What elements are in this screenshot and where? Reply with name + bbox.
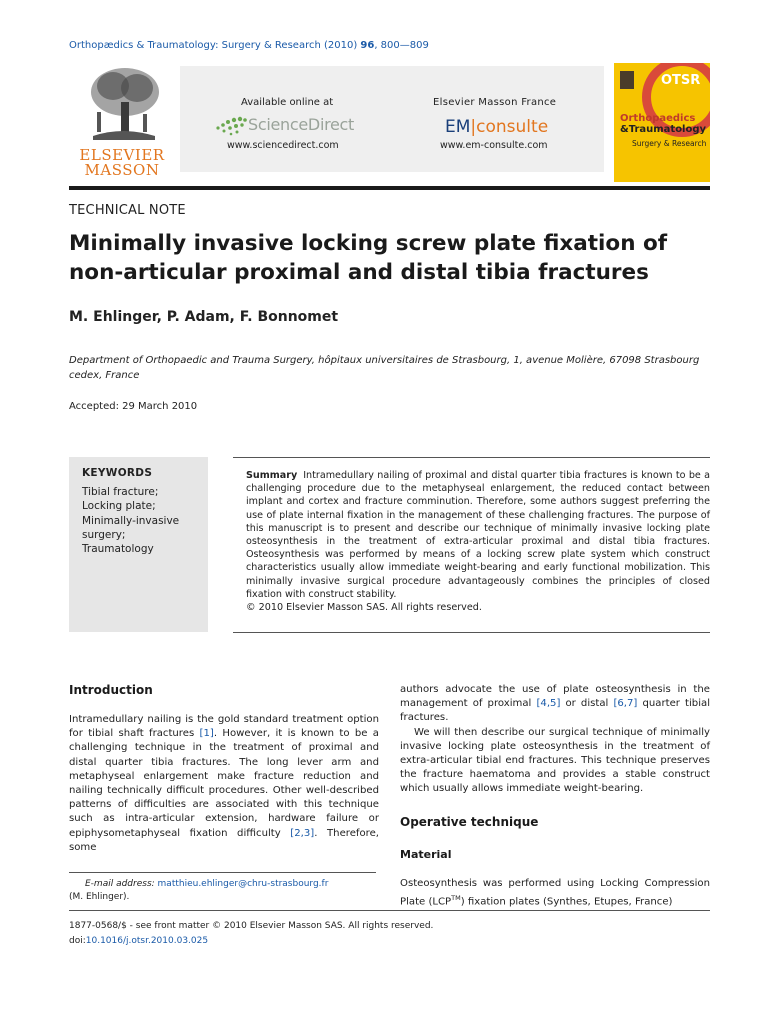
article-type: TECHNICAL NOTE [69, 203, 186, 218]
journal-volume: 96 [360, 40, 375, 51]
keyword-item: Locking plate; [82, 500, 156, 513]
email-footnote [69, 878, 379, 904]
cover-title-line1: Orthopaedics [620, 113, 696, 124]
intro-text-a: Intramedullary nailing is the gold standard treatment option for tibial shaft fractures [69, 714, 379, 740]
em-logo-em: EM [445, 117, 471, 137]
available-online-label: Available online at [241, 97, 334, 108]
summary-lead: Summary [246, 470, 298, 481]
keyword-item: Traumatology [82, 543, 154, 556]
intro-text-b: . However, it is known to be a challenging technique in the treatment of proximal and distal quarter tibia fractures. The long lever arm and metaphyseal enlargement make fracture reduction and nailing technically difficult procedures. Other well-described patterns of difficulties are associated with this technique such as intra-articular extension, hardware failure or epiphysometaphyseal fixation difficulty [69, 728, 379, 839]
right-paragraph-2: We will then describe our surgical technique of minimally invasive locking plate osteosynthesis in the treatment of extra-articular tibial end fractures. This technique preserves the fracture haematoma and provides a stable construct which usually allows immediate weight-bearing. [400, 726, 710, 795]
right-text-a: authors advocate the use of plate osteosynthesis in the management of proximal [400, 684, 710, 710]
cover-title-line3: Surgery & Research [632, 139, 707, 148]
operative-technique-heading: Operative technique [400, 815, 539, 829]
keywords-list [82, 485, 202, 556]
elsevier-word: ELSEVIER [79, 146, 165, 164]
right-text-c: quarter tibial fractures. [400, 698, 710, 724]
citation-link[interactable]: [6,7] [613, 698, 638, 710]
elsevier-tree-logo [83, 64, 163, 142]
sciencedirect-url[interactable]: www.sciencedirect.com [227, 140, 339, 151]
keyword-item: Minimally-invasive surgery; [82, 514, 180, 541]
summary-text: Intramedullary nailing of proximal and distal quarter tibia fractures is known to be a challenging procedure due to the metaphyseal enlargement, the reduced contact between implant and cortex and fracture comminution. Therefore, some authors suggest preferring the use of plate internal fixation in the management of these challenging fractures. The purpose of this manuscript is to present and describe our technique of minimally invasive locking plate osteosynthesis in the treatment of extra-articular proximal and distal tibia fractures. Osteosynthesis was performed by means of a locking screw plate system which construct characteristics usually allow immediate weight-bearing and early functional mobilization. This minimally invasive surgical procedure advantageously combines the principles of closed fixation with construct stability. [246, 470, 710, 600]
email-author-name: (M. Ehlinger). [69, 892, 130, 902]
em-consulte-logo: EM|consulte [445, 117, 549, 137]
email-label: E-mail address: [85, 879, 158, 889]
accepted-date: Accepted: 29 March 2010 [69, 401, 198, 412]
material-text-b: ) fixation plates (Synthes, Etupes, France) [460, 896, 673, 908]
article-title: Minimally invasive locking screw plate fixation of non-articular proximal and distal tibia fractures [69, 231, 668, 285]
citation-link[interactable]: [2,3] [290, 827, 315, 839]
intro-text-c: . Therefore, some [69, 827, 380, 853]
author-email-link[interactable]: matthieu.ehlinger@chru-strasbourg.fr [157, 879, 329, 889]
introduction-heading: Introduction [69, 683, 153, 697]
sciencedirect-logo-text: ScienceDirect [248, 115, 355, 134]
right-column-body [400, 683, 710, 797]
summary-top-rule [233, 457, 710, 458]
journal-name: Orthopædics & Traumatology: Surgery & Research (2010) [69, 40, 361, 51]
doi-label: doi: [69, 936, 86, 946]
material-text-a: Osteosynthesis was performed using Locking Compression Plate (LCP [400, 878, 710, 908]
em-label: Elsevier Masson France [433, 97, 557, 108]
footer-info [69, 919, 433, 949]
citation-link[interactable]: [1] [199, 728, 214, 740]
cover-otsr: OTSR [661, 73, 701, 88]
elsevier-masson-wordmark [70, 148, 174, 178]
journal-pages: , 800—809 [374, 40, 429, 51]
trademark-sup: TM [451, 894, 461, 903]
citation-link[interactable]: [4,5] [536, 698, 561, 710]
summary-block [246, 469, 710, 614]
doi-link[interactable]: 10.1016/j.otsr.2010.03.025 [85, 936, 209, 946]
em-logo-consulte: consulte [476, 117, 549, 137]
cover-publisher-icon [620, 71, 634, 89]
author-affiliation: Department of Orthopaedic and Trauma Surgery, hôpitaux universitaires de Strasbourg, 1, avenue Molière, 67098 Strasbourg cedex, France [69, 355, 700, 381]
header-divider [69, 186, 710, 190]
right-text-b: or distal [560, 698, 614, 710]
introduction-body [69, 713, 379, 855]
keywords-heading: KEYWORDS [82, 467, 153, 479]
issn-line: 1877-0568/$ - see front matter © 2010 Elsevier Masson SAS. All rights reserved. [69, 921, 434, 931]
em-consulte-url[interactable]: www.em-consulte.com [440, 140, 548, 151]
material-body [400, 877, 710, 910]
material-heading: Material [400, 848, 452, 861]
journal-cover-thumbnail [614, 63, 710, 182]
article-authors: M. Ehlinger, P. Adam, F. Bonnomet [69, 309, 339, 325]
sciencedirect-dots-icon [214, 114, 248, 136]
keyword-item: Tibial fracture; [82, 486, 159, 498]
journal-citation [69, 40, 429, 51]
footer-rule [69, 910, 710, 911]
summary-copyright: © 2010 Elsevier Masson SAS. All rights reserved. [246, 602, 482, 614]
summary-bottom-rule [233, 632, 710, 633]
footnote-rule [69, 872, 376, 873]
masson-word: MASSON [84, 161, 160, 179]
cover-title-line2: &Traumatology [620, 124, 707, 135]
